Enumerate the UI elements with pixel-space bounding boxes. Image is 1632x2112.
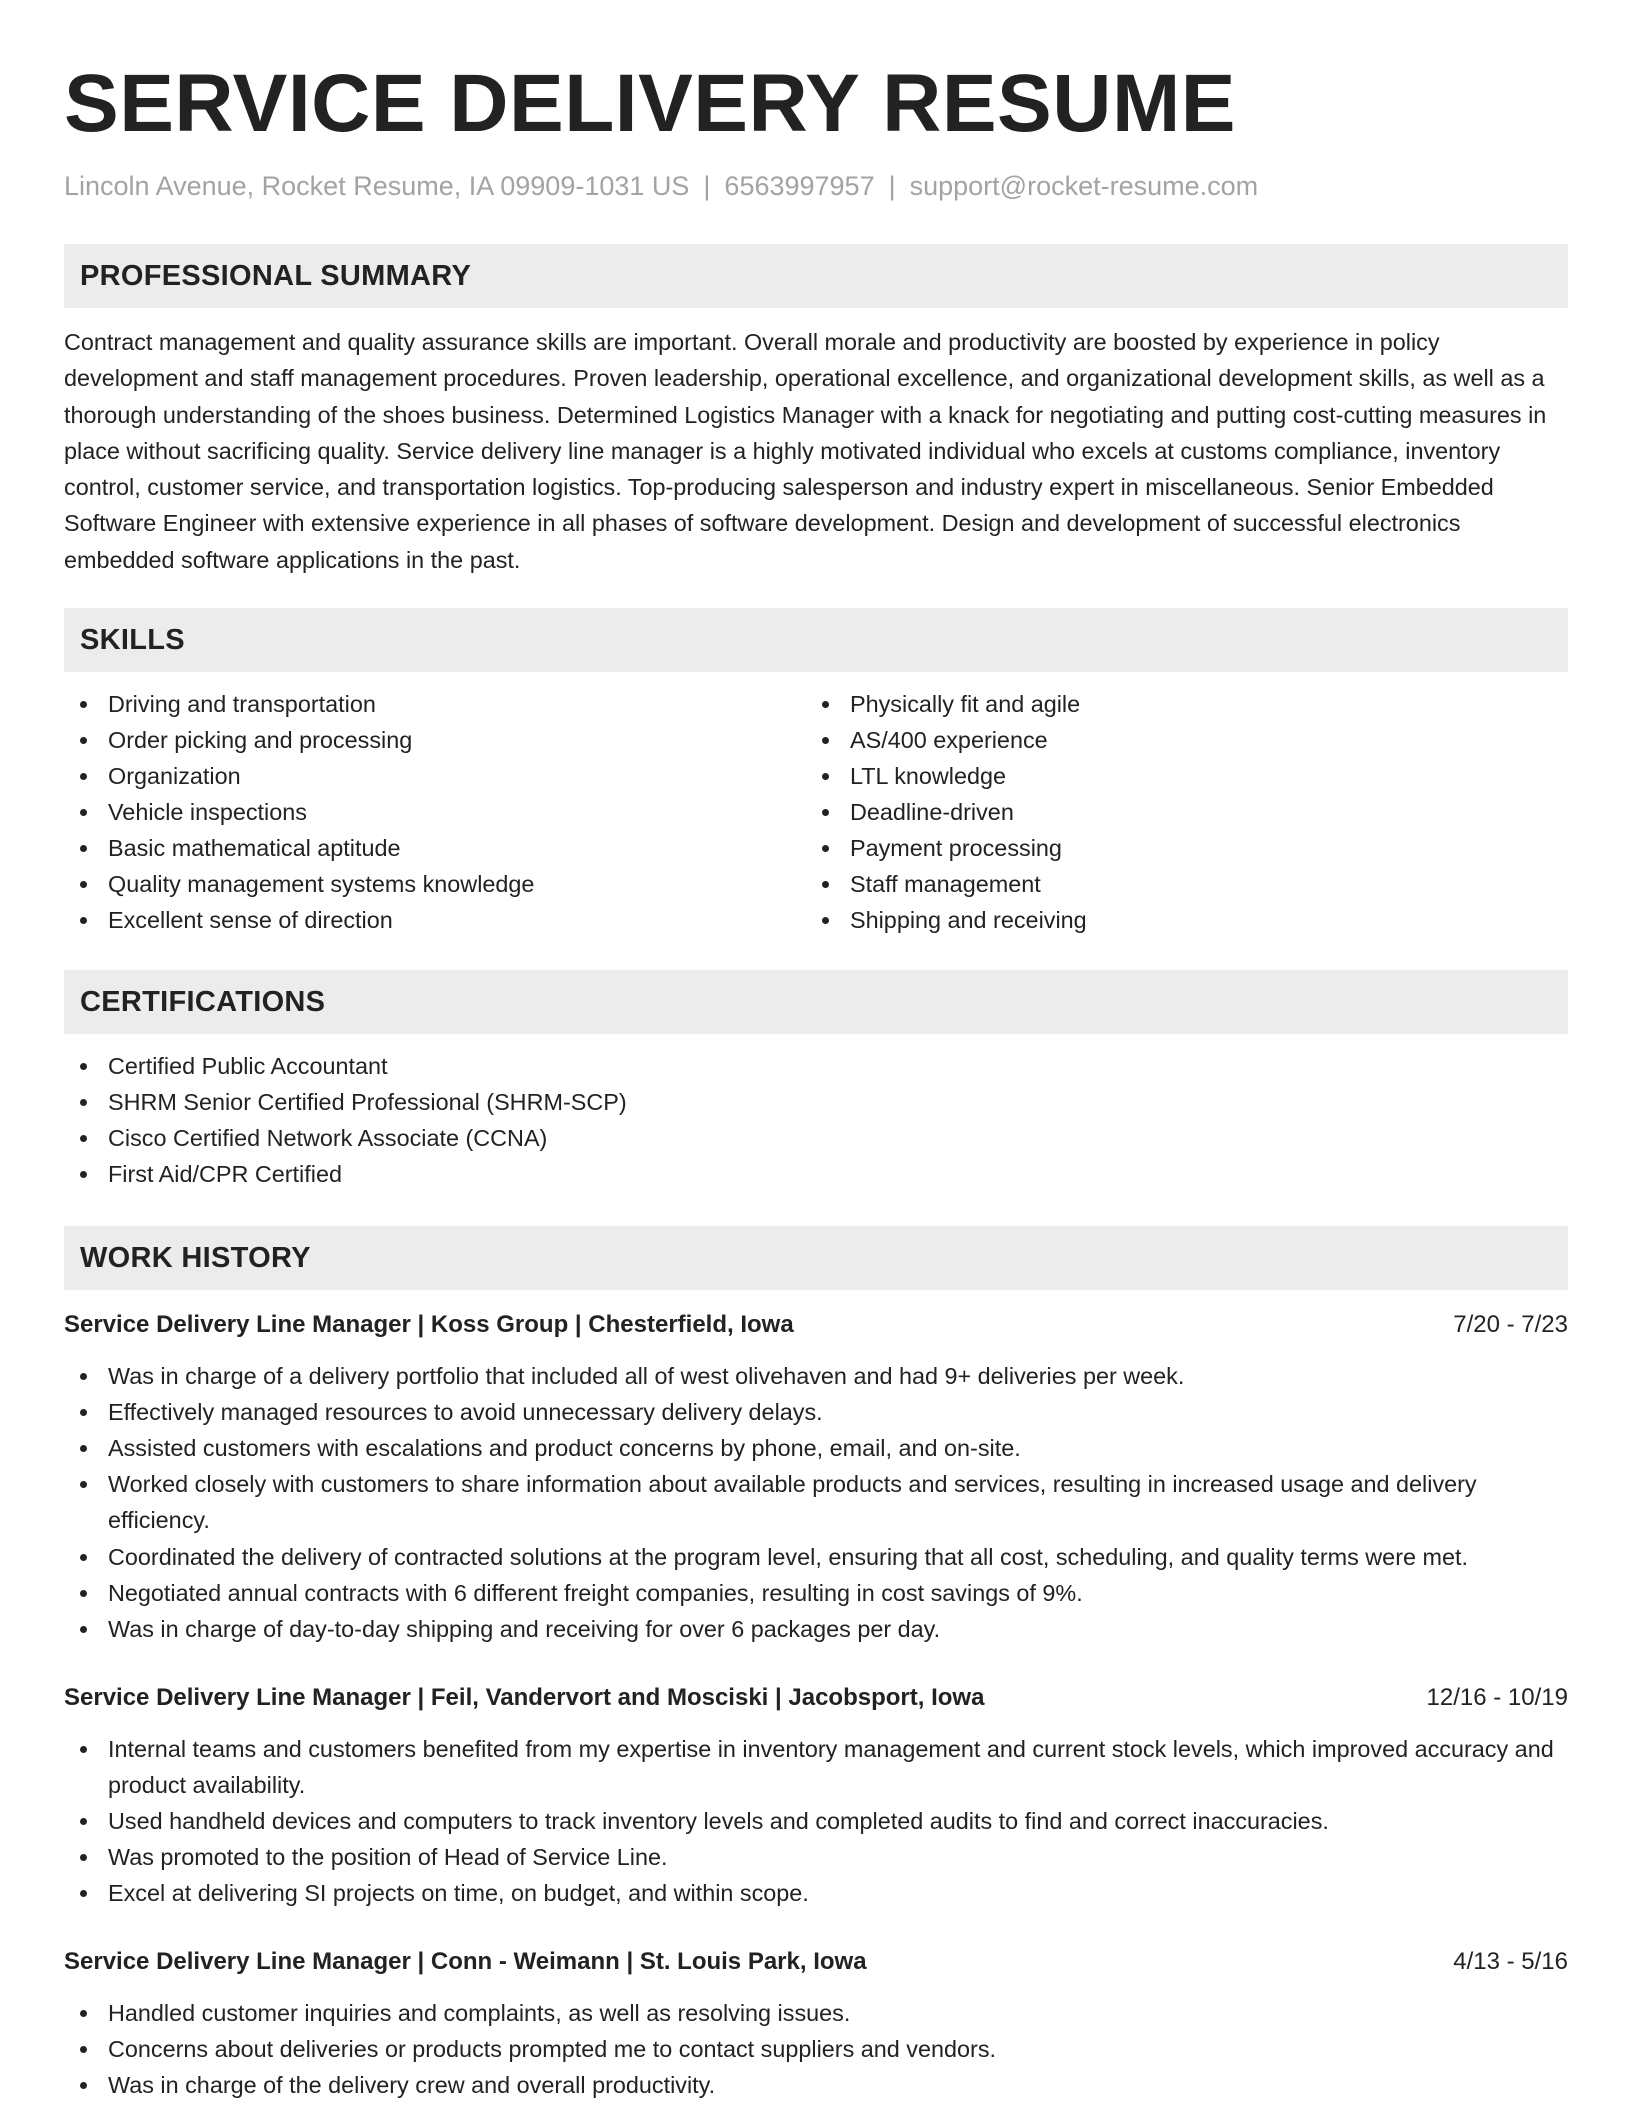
job-bullet: Was in charge of the delivery crew and overall productivity. — [64, 2067, 1568, 2103]
certification-item: SHRM Senior Certified Professional (SHRM-SCP) — [64, 1084, 1568, 1120]
skill-item: AS/400 experience — [806, 722, 1548, 758]
resume-page — [64, 0, 1568, 2104]
job-entry — [64, 1308, 1568, 1647]
work-history-heading: WORK HISTORY — [64, 1226, 1568, 1290]
certification-item: Cisco Certified Network Associate (CCNA) — [64, 1120, 1568, 1156]
skills-heading: SKILLS — [64, 608, 1568, 672]
job-title: Service Delivery Line Manager | Conn - Weimann | St. Louis Park, Iowa — [64, 1948, 867, 1976]
skill-item: Vehicle inspections — [64, 794, 806, 830]
contact-separator: | — [703, 171, 711, 201]
job-bullet: Was promoted to the position of Head of Service Line. — [64, 1839, 1568, 1875]
skill-item: Organization — [64, 758, 806, 794]
summary-heading: PROFESSIONAL SUMMARY — [64, 244, 1568, 308]
job-title: Service Delivery Line Manager | Feil, Vandervort and Mosciski | Jacobsport, Iowa — [64, 1683, 985, 1711]
job-bullet: Assisted customers with escalations and product concerns by phone, email, and on-site. — [64, 1430, 1568, 1466]
job-bullet: Negotiated annual contracts with 6 different freight companies, resulting in cost savings of 9%. — [64, 1575, 1568, 1611]
job-title: Service Delivery Line Manager | Koss Group | Chesterfield, Iowa — [64, 1311, 794, 1339]
certifications-list — [64, 1048, 1568, 1192]
skill-item: Order picking and processing — [64, 722, 806, 758]
summary-text: Contract management and quality assurance skills are important. Overall morale and productivity are boosted by experience in policy development and staff management procedures. Proven leadership, operational excellence, and organizational development skills, as well as a thorough understanding of the shoes business. Determined Logistics Manager with a knack for negotiating and putting cost-cutting measures in place without sacrificing quality. Service delivery line manager is a highly motivated individual who excels at customs compliance, inventory control, customer service, and transportation logistics. Top-producing salesperson and industry expert in miscellaneous. Senior Embedded Software Engineer with extensive experience in all phases of software development. Design and development of successful electronics embedded software applications in the past. — [64, 329, 1547, 573]
job-bullets — [64, 1731, 1568, 1911]
certification-item: First Aid/CPR Certified — [64, 1156, 1568, 1192]
contact-line — [64, 170, 1568, 202]
skill-item: Payment processing — [806, 830, 1548, 866]
skill-item: Shipping and receiving — [806, 902, 1548, 938]
job-bullet: Was in charge of a delivery portfolio that included all of west olivehaven and had 9+ deliveries per week. — [64, 1358, 1568, 1394]
job-entry — [64, 1945, 1568, 2103]
skills-section — [64, 608, 1568, 938]
job-bullet: Excel at delivering SI projects on time, on budget, and within scope. — [64, 1875, 1568, 1911]
skills-grid — [64, 686, 1568, 938]
job-bullet: Handled customer inquiries and complaints, as well as resolving issues. — [64, 1995, 1568, 2031]
contact-email[interactable]: support@rocket-resume.com — [909, 171, 1259, 201]
work-history-section — [64, 1226, 1568, 2104]
certifications-heading: CERTIFICATIONS — [64, 970, 1568, 1034]
contact-address: Lincoln Avenue, Rocket Resume, IA 09909-1031 US — [64, 171, 690, 201]
summary-section — [64, 244, 1568, 578]
skill-item: Deadline-driven — [806, 794, 1548, 830]
job-bullet: Was in charge of day-to-day shipping and receiving for over 6 packages per day. — [64, 1611, 1568, 1647]
job-header — [64, 1945, 1568, 1979]
certification-item: Certified Public Accountant — [64, 1048, 1568, 1084]
skills-list-left — [64, 686, 806, 938]
job-header — [64, 1308, 1568, 1342]
job-bullet: Effectively managed resources to avoid unnecessary delivery delays. — [64, 1394, 1568, 1430]
contact-separator: | — [888, 171, 896, 201]
skills-list-right — [806, 686, 1548, 938]
certifications-section — [64, 970, 1568, 1192]
job-bullets — [64, 1995, 1568, 2103]
skill-item: Driving and transportation — [64, 686, 806, 722]
skill-item: LTL knowledge — [806, 758, 1548, 794]
job-bullet: Coordinated the delivery of contracted solutions at the program level, ensuring that all cost, scheduling, and quality terms were met. — [64, 1539, 1568, 1575]
skill-item: Staff management — [806, 866, 1548, 902]
skill-item: Excellent sense of direction — [64, 902, 806, 938]
job-dates: 7/20 - 7/23 — [1453, 1311, 1568, 1339]
job-bullet: Concerns about deliveries or products prompted me to contact suppliers and vendors. — [64, 2031, 1568, 2067]
job-bullet: Internal teams and customers benefited from my expertise in inventory management and current stock levels, which improved accuracy and product availability. — [64, 1731, 1568, 1803]
job-bullet: Worked closely with customers to share information about available products and services, resulting in increased usage and delivery efficiency. — [64, 1466, 1568, 1538]
job-bullets — [64, 1358, 1568, 1647]
skill-item: Physically fit and agile — [806, 686, 1548, 722]
job-entry — [64, 1681, 1568, 1911]
resume-title: SERVICE DELIVERY RESUME — [64, 58, 1236, 149]
skill-item: Quality management systems knowledge — [64, 866, 806, 902]
job-dates: 4/13 - 5/16 — [1453, 1948, 1568, 1976]
job-dates: 12/16 - 10/19 — [1426, 1683, 1568, 1711]
job-header — [64, 1681, 1568, 1715]
job-bullet: Used handheld devices and computers to track inventory levels and completed audits to find and correct inaccuracies. — [64, 1803, 1568, 1839]
skill-item: Basic mathematical aptitude — [64, 830, 806, 866]
contact-phone: 6563997957 — [724, 171, 875, 201]
